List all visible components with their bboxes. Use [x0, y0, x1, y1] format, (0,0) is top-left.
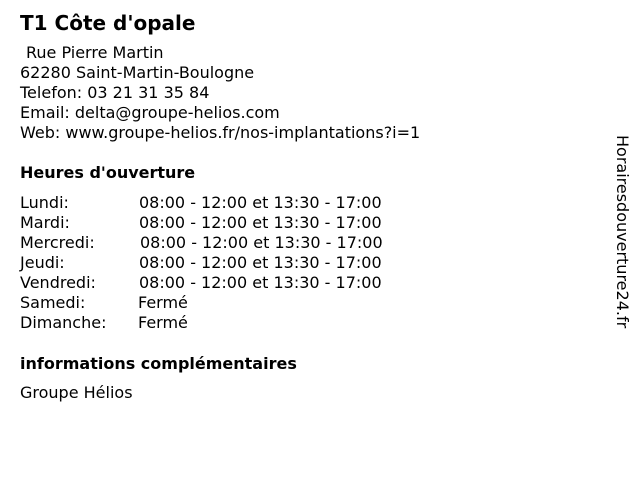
- extra-info-heading: informations complémentaires: [20, 354, 297, 373]
- time-range: 08:00 - 12:00 et 13:30 - 17:00: [139, 273, 382, 292]
- day-label: Vendredi:: [20, 273, 96, 292]
- day-label: Samedi:: [20, 293, 86, 312]
- day-label: Dimanche:: [20, 313, 107, 332]
- address-block: [20, 43, 420, 143]
- time-range: Fermé: [138, 293, 188, 312]
- city-address: 62280 Saint-Martin-Boulogne: [20, 63, 255, 82]
- hours-heading: Heures d'ouverture: [20, 163, 196, 182]
- time-range: 08:00 - 12:00 et 13:30 - 17:00: [139, 253, 382, 272]
- time-range: 08:00 - 12:00 et 13:30 - 17:00: [139, 213, 382, 232]
- day-label: Mardi:: [20, 213, 70, 232]
- extra-info-text: Groupe Hélios: [20, 383, 133, 402]
- day-label: Mercredi:: [20, 233, 95, 252]
- day-label: Lundi:: [20, 193, 69, 212]
- street-address: Rue Pierre Martin: [26, 43, 164, 62]
- website-url: Web: www.groupe-helios.fr/nos-implantations?i=1: [20, 123, 421, 142]
- time-range: Fermé: [138, 313, 188, 332]
- time-range: 08:00 - 12:00 et 13:30 - 17:00: [140, 233, 383, 252]
- site-watermark: Horairesdouverture24.fr: [613, 135, 632, 329]
- page-title: T1 Côte d'opale: [20, 11, 196, 35]
- day-label: Jeudi:: [20, 253, 65, 272]
- time-range: 08:00 - 12:00 et 13:30 - 17:00: [139, 193, 382, 212]
- email-address: Email: delta@groupe-helios.com: [20, 103, 280, 122]
- phone-number: Telefon: 03 21 31 35 84: [20, 83, 210, 102]
